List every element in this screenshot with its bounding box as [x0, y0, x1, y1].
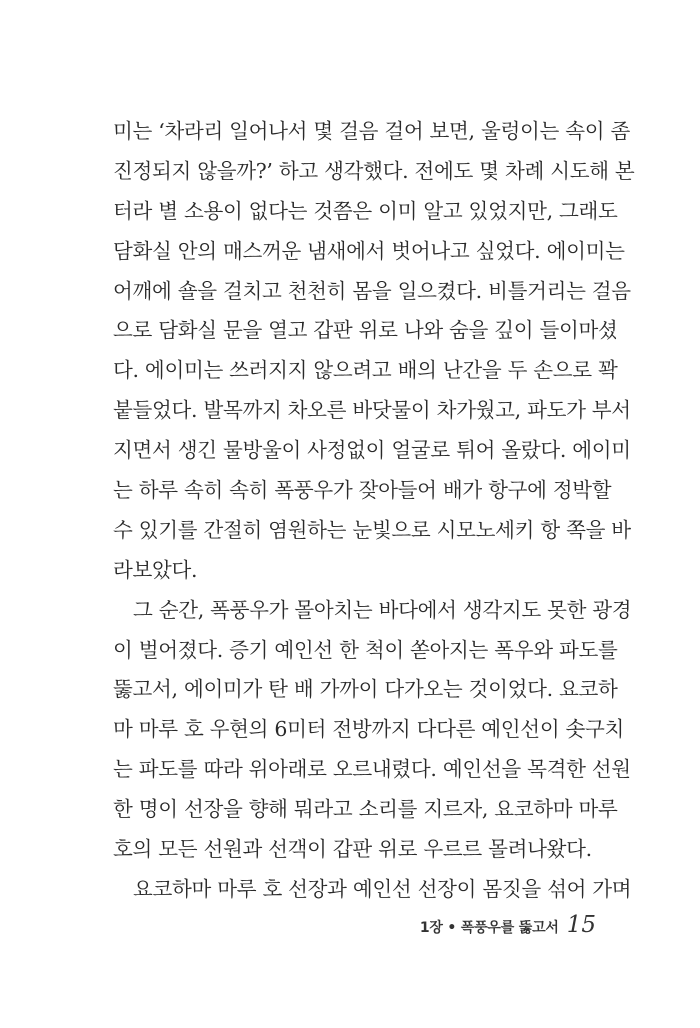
text-line: 붙들었다. 발목까지 차오른 바닷물이 차가웠고, 파도가 부서: [113, 398, 631, 423]
text-line: 는 하루 속히 속히 폭풍우가 잦아들어 배가 항구에 정박할: [113, 478, 612, 503]
text-line: 어깨에 숄을 걸치고 천천히 몸을 일으켰다. 비틀거리는 걸음: [113, 278, 631, 303]
body-text: [113, 112, 635, 910]
text-line-paragraph-end: 라보았다.: [113, 557, 198, 582]
text-line: 다. 에이미는 쓰러지지 않으려고 배의 난간을 두 손으로 꽉: [113, 358, 618, 383]
text-line-paragraph-start: 요코하마 마루 호 선장과 예인선 선장이 몸짓을 섞어 가며: [133, 876, 632, 901]
text-line: 는 파도를 따라 위아래로 오르내렸다. 예인선을 목격한 선원: [113, 757, 631, 782]
chapter-running-head: 1장 • 폭풍우를 뚫고서: [419, 920, 559, 936]
text-line-paragraph-end: 호의 모든 선원과 선객이 갑판 위로 우르르 몰려나왔다.: [113, 837, 592, 862]
text-line: 터라 별 소용이 없다는 것쯤은 이미 알고 있었지만, 그래도: [113, 198, 618, 223]
text-line: 미는 ‘차라리 일어나서 몇 걸음 걸어 보면, 울렁이는 속이 좀: [113, 119, 630, 143]
text-line: 수 있기를 간절히 염원하는 눈빛으로 시모노세키 항 쪽을 바: [113, 517, 631, 542]
text-line: 뚫고서, 에이미가 탄 배 가까이 다가오는 것이었다. 요코하: [113, 677, 618, 702]
text-line-paragraph-start: 그 순간, 폭풍우가 몰아치는 바다에서 생각지도 못한 광경: [133, 597, 632, 622]
page-number: 15: [566, 912, 596, 938]
text-line: 이 벌어졌다. 증기 예인선 한 척이 쏟아지는 폭우와 파도를: [113, 637, 618, 662]
text-line: 마 마루 호 우현의 6미터 전방까지 다다른 예인선이 솟구치: [113, 717, 625, 742]
text-line: 진정되지 않을까?’ 하고 생각했다. 전에도 몇 차례 시도해 본: [113, 158, 635, 183]
text-line: 지면서 생긴 물방울이 사정없이 얼굴로 튀어 올랐다. 에이미: [113, 438, 631, 463]
text-line: 한 명이 선장을 향해 뭐라고 소리를 지르자, 요코하마 마루: [113, 797, 618, 822]
text-line: 으로 담화실 문을 열고 갑판 위로 나와 숨을 깊이 들이마셨: [113, 318, 618, 343]
text-line: 담화실 안의 매스꺼운 냄새에서 벗어나고 싶었다. 에이미는: [113, 238, 625, 263]
page-footer: [420, 912, 596, 944]
